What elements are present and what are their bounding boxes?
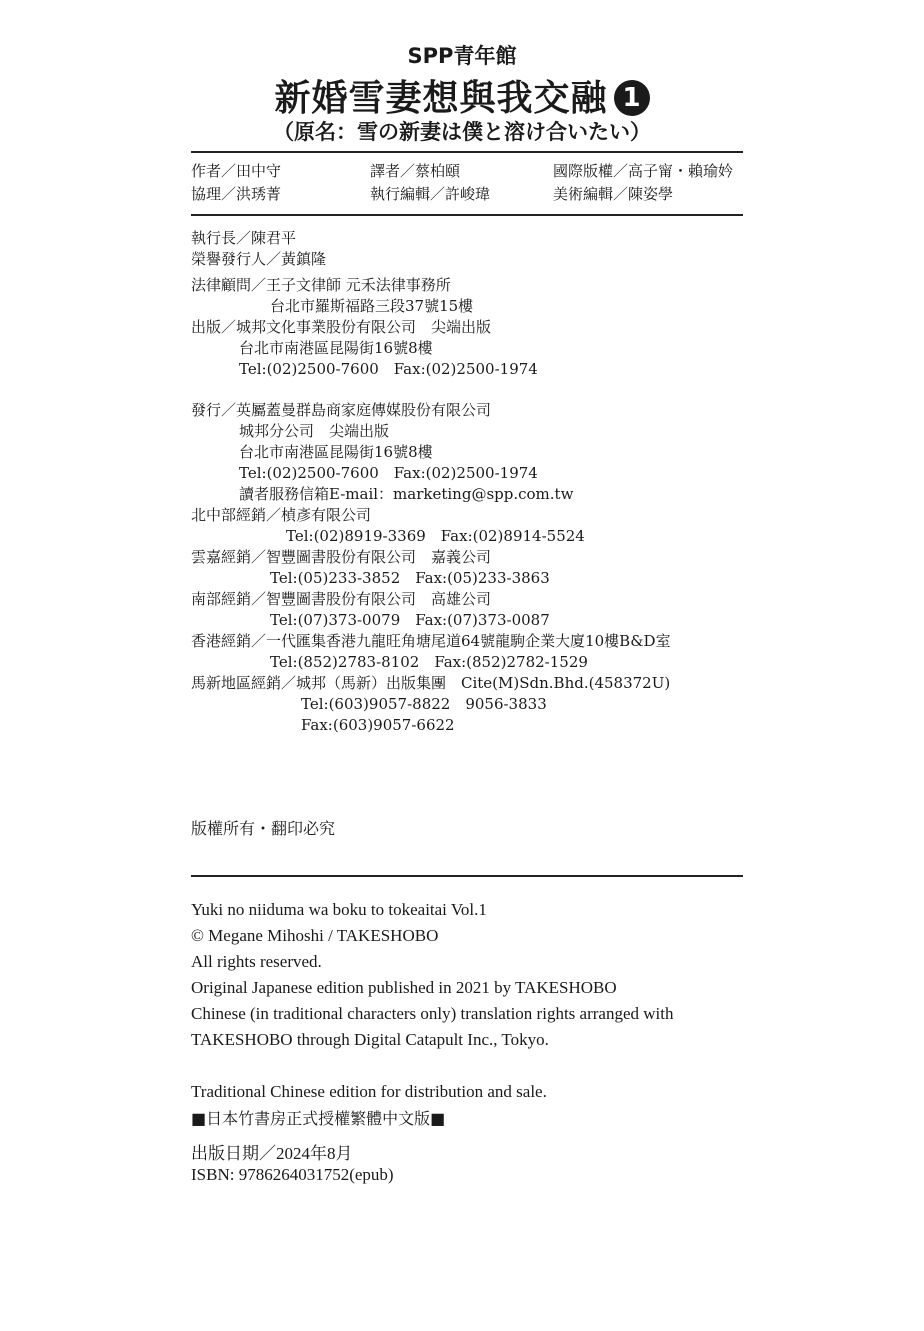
english-line: TAKESHOBO through Digital Catapult Inc., Tokyo. bbox=[191, 1030, 549, 1049]
english-line: Chinese (in traditional characters only) translation rights arranged with bbox=[191, 1004, 674, 1023]
english-rule bbox=[191, 875, 743, 877]
staff-translator: 譯者／蔡柏頤 bbox=[370, 162, 461, 180]
book-title-text: 新婚雪妻想與我交融 bbox=[274, 78, 608, 119]
imprint-line: 發行／英屬蓋曼群島商家庭傳媒股份有限公司 bbox=[191, 401, 492, 419]
imprint-line: Tel:(02)2500-7600 Fax:(02)2500-1974 bbox=[239, 464, 538, 482]
imprint-line: 南部經銷／智豐圖書股份有限公司 高雄公司 bbox=[191, 590, 492, 608]
imprint-line: 台北市南港區昆陽街16號8樓 bbox=[239, 443, 433, 461]
distribution-line: Traditional Chinese edition for distribution and sale. bbox=[191, 1082, 547, 1101]
imprint-line: Tel:(07)373-0079 Fax:(07)373-0087 bbox=[270, 611, 550, 629]
imprint-line: Fax:(603)9057-6622 bbox=[301, 716, 455, 734]
english-line: © Megane Mihoshi / TAKESHOBO bbox=[191, 926, 439, 945]
top-rule bbox=[191, 151, 743, 153]
imprint-line: Tel:(02)2500-7600 Fax:(02)2500-1974 bbox=[239, 360, 538, 378]
imprint-line: 馬新地區經銷／城邦（馬新）出版集團 Cite(M)Sdn.Bhd.(458372U) bbox=[191, 674, 671, 692]
english-line: Original Japanese edition published in 2021 by TAKESHOBO bbox=[191, 978, 617, 997]
staff-art-editor: 美術編輯／陳姿學 bbox=[553, 185, 674, 203]
imprint-line: 台北市羅斯福路三段37號15樓 bbox=[270, 297, 474, 315]
english-line: Yuki no niiduma wa boku to tokeaitai Vol.1 bbox=[191, 900, 487, 919]
imprint-line: 香港經銷／一代匯集香港九龍旺角塘尾道64號龍駒企業大廈10樓B&D室 bbox=[191, 632, 671, 650]
imprint-line: 讀者服務信箱E-mail：marketing@spp.com.tw bbox=[239, 485, 574, 503]
copyright-notice: 版權所有・翻印必究 bbox=[191, 819, 336, 838]
imprint-line: 城邦分公司 尖端出版 bbox=[239, 422, 390, 440]
imprint-line: 雲嘉經銷／智豐圖書股份有限公司 嘉義公司 bbox=[191, 548, 492, 566]
english-line: All rights reserved. bbox=[191, 952, 322, 971]
imprint-line: 榮譽發行人／黃鎮隆 bbox=[191, 250, 327, 268]
publication-date: 出版日期／2024年8月 bbox=[191, 1144, 353, 1163]
imprint-line: Tel:(852)2783-8102 Fax:(852)2782-1529 bbox=[270, 653, 588, 671]
imprint-line: Tel:(603)9057-8822 9056-3833 bbox=[301, 695, 547, 713]
isbn: ISBN: 9786264031752(epub) bbox=[191, 1165, 394, 1184]
imprint-line: 台北市南港區昆陽街16號8樓 bbox=[239, 339, 433, 357]
imprint-line: Tel:(02)8919-3369 Fax:(02)8914-5524 bbox=[286, 527, 585, 545]
staff-assistant-manager: 協理／洪琇菁 bbox=[191, 185, 282, 203]
imprint-line: Tel:(05)233-3852 Fax:(05)233-3863 bbox=[270, 569, 550, 587]
imprint-line: 出版／城邦文化事業股份有限公司 尖端出版 bbox=[191, 318, 492, 336]
imprint-line: 法律顧問／王子文律師 元禾法律事務所 bbox=[191, 276, 451, 294]
staff-rule bbox=[191, 214, 743, 216]
staff-author: 作者／田中守 bbox=[191, 162, 282, 180]
authorization-line: ■日本竹書房正式授權繁體中文版■ bbox=[191, 1109, 446, 1128]
original-title: （原名：雪の新妻は僕と溶け合いたい） bbox=[273, 120, 651, 144]
staff-intl-rights: 國際版權／高子甯・賴瑜妗 bbox=[553, 162, 734, 180]
book-title bbox=[0, 70, 924, 121]
imprint-line: 執行長／陳君平 bbox=[191, 229, 297, 247]
volume-badge: 1 bbox=[614, 80, 650, 116]
staff-exec-editor: 執行編輯／許峻瑋 bbox=[370, 185, 491, 203]
imprint-line: 北中部經銷／楨彥有限公司 bbox=[191, 506, 372, 524]
series-name: SPP青年館 bbox=[407, 44, 517, 68]
